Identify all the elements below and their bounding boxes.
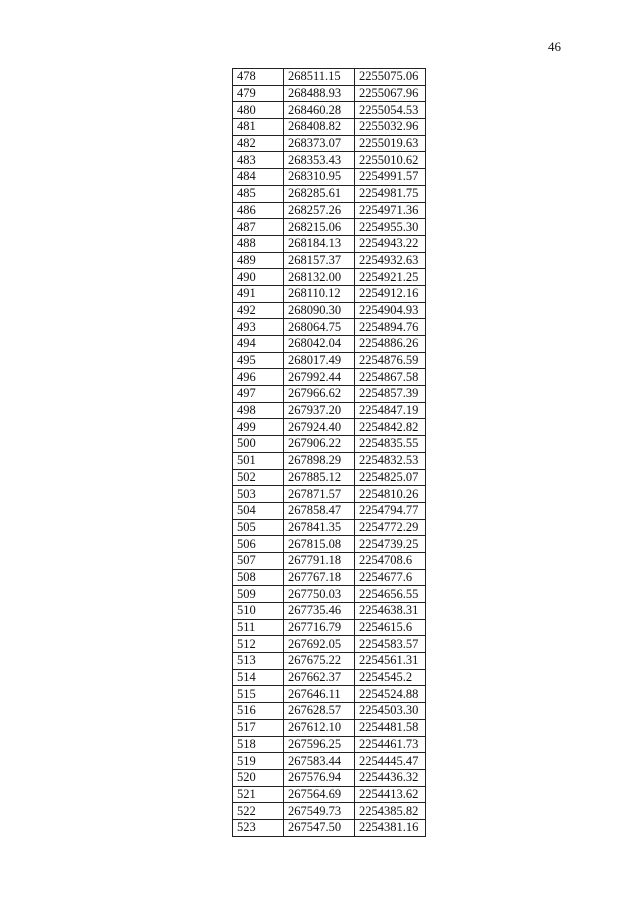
table-row [233, 452, 426, 469]
x-coordinate-cell: 268042.04 [284, 336, 355, 353]
point-number-cell: 521 [233, 786, 284, 803]
point-number-cell: 498 [233, 402, 284, 419]
point-number-cell: 483 [233, 152, 284, 169]
table-row [233, 719, 426, 736]
y-coordinate-cell: 2254867.58 [355, 369, 426, 386]
point-number-cell: 511 [233, 619, 284, 636]
x-coordinate-cell: 267937.20 [284, 402, 355, 419]
table-row [233, 586, 426, 603]
y-coordinate-cell: 2254943.22 [355, 235, 426, 252]
coordinates-table-body [233, 69, 426, 837]
y-coordinate-cell: 2254842.82 [355, 419, 426, 436]
point-number-cell: 486 [233, 202, 284, 219]
table-row [233, 152, 426, 169]
y-coordinate-cell: 2254810.26 [355, 486, 426, 503]
point-number-cell: 485 [233, 185, 284, 202]
table-row [233, 85, 426, 102]
point-number-cell: 480 [233, 102, 284, 119]
page-number: 46 [548, 39, 561, 54]
x-coordinate-cell: 268132.00 [284, 269, 355, 286]
y-coordinate-cell: 2254739.25 [355, 536, 426, 553]
y-coordinate-cell: 2254708.6 [355, 552, 426, 569]
x-coordinate-cell: 267898.29 [284, 452, 355, 469]
x-coordinate-cell: 267791.18 [284, 552, 355, 569]
table-row [233, 352, 426, 369]
y-coordinate-cell: 2254971.36 [355, 202, 426, 219]
point-number-cell: 500 [233, 436, 284, 453]
point-number-cell: 515 [233, 686, 284, 703]
y-coordinate-cell: 2255010.62 [355, 152, 426, 169]
x-coordinate-cell: 268215.06 [284, 219, 355, 236]
x-coordinate-cell: 268460.28 [284, 102, 355, 119]
x-coordinate-cell: 267549.73 [284, 803, 355, 820]
y-coordinate-cell: 2254832.53 [355, 452, 426, 469]
x-coordinate-cell: 267992.44 [284, 369, 355, 386]
y-coordinate-cell: 2254615.6 [355, 619, 426, 636]
x-coordinate-cell: 267885.12 [284, 469, 355, 486]
x-coordinate-cell: 267924.40 [284, 419, 355, 436]
table-row [233, 202, 426, 219]
x-coordinate-cell: 268064.75 [284, 319, 355, 336]
table-row [233, 285, 426, 302]
y-coordinate-cell: 2254981.75 [355, 185, 426, 202]
coordinates-table [232, 68, 426, 837]
table-row [233, 135, 426, 152]
y-coordinate-cell: 2254436.32 [355, 769, 426, 786]
table-row [233, 402, 426, 419]
y-coordinate-cell: 2254524.88 [355, 686, 426, 703]
table-row [233, 703, 426, 720]
table-row [233, 169, 426, 186]
x-coordinate-cell: 267735.46 [284, 603, 355, 620]
point-number-cell: 509 [233, 586, 284, 603]
table-row [233, 235, 426, 252]
table-row [233, 736, 426, 753]
table-row [233, 803, 426, 820]
x-coordinate-cell: 267646.11 [284, 686, 355, 703]
table-row [233, 69, 426, 86]
point-number-cell: 497 [233, 386, 284, 403]
y-coordinate-cell: 2254876.59 [355, 352, 426, 369]
point-number-cell: 481 [233, 119, 284, 136]
y-coordinate-cell: 2254835.55 [355, 436, 426, 453]
point-number-cell: 490 [233, 269, 284, 286]
x-coordinate-cell: 267716.79 [284, 619, 355, 636]
x-coordinate-cell: 268157.37 [284, 252, 355, 269]
table-row [233, 653, 426, 670]
x-coordinate-cell: 267583.44 [284, 753, 355, 770]
x-coordinate-cell: 268310.95 [284, 169, 355, 186]
y-coordinate-cell: 2254991.57 [355, 169, 426, 186]
y-coordinate-cell: 2255075.06 [355, 69, 426, 86]
point-number-cell: 510 [233, 603, 284, 620]
y-coordinate-cell: 2254904.93 [355, 302, 426, 319]
x-coordinate-cell: 267906.22 [284, 436, 355, 453]
point-number-cell: 489 [233, 252, 284, 269]
x-coordinate-cell: 268184.13 [284, 235, 355, 252]
x-coordinate-cell: 268373.07 [284, 135, 355, 152]
point-number-cell: 499 [233, 419, 284, 436]
y-coordinate-cell: 2254413.62 [355, 786, 426, 803]
point-number-cell: 519 [233, 753, 284, 770]
point-number-cell: 512 [233, 636, 284, 653]
point-number-cell: 518 [233, 736, 284, 753]
x-coordinate-cell: 267841.35 [284, 519, 355, 536]
table-row [233, 569, 426, 586]
point-number-cell: 522 [233, 803, 284, 820]
y-coordinate-cell: 2255019.63 [355, 135, 426, 152]
point-number-cell: 504 [233, 502, 284, 519]
point-number-cell: 501 [233, 452, 284, 469]
y-coordinate-cell: 2254638.31 [355, 603, 426, 620]
point-number-cell: 494 [233, 336, 284, 353]
x-coordinate-cell: 267815.08 [284, 536, 355, 553]
table-row [233, 686, 426, 703]
point-number-cell: 514 [233, 669, 284, 686]
point-number-cell: 479 [233, 85, 284, 102]
point-number-cell: 482 [233, 135, 284, 152]
table-row [233, 469, 426, 486]
point-number-cell: 502 [233, 469, 284, 486]
y-coordinate-cell: 2254847.19 [355, 402, 426, 419]
table-row [233, 319, 426, 336]
point-number-cell: 478 [233, 69, 284, 86]
table-row [233, 119, 426, 136]
table-row [233, 669, 426, 686]
x-coordinate-cell: 267675.22 [284, 653, 355, 670]
point-number-cell: 505 [233, 519, 284, 536]
point-number-cell: 523 [233, 819, 284, 836]
y-coordinate-cell: 2254481.58 [355, 719, 426, 736]
y-coordinate-cell: 2254677.6 [355, 569, 426, 586]
x-coordinate-cell: 267547.50 [284, 819, 355, 836]
y-coordinate-cell: 2255054.53 [355, 102, 426, 119]
point-number-cell: 503 [233, 486, 284, 503]
y-coordinate-cell: 2254894.76 [355, 319, 426, 336]
y-coordinate-cell: 2254932.63 [355, 252, 426, 269]
y-coordinate-cell: 2254381.16 [355, 819, 426, 836]
y-coordinate-cell: 2254794.77 [355, 502, 426, 519]
y-coordinate-cell: 2254772.29 [355, 519, 426, 536]
point-number-cell: 493 [233, 319, 284, 336]
table-row [233, 603, 426, 620]
y-coordinate-cell: 2255067.96 [355, 85, 426, 102]
point-number-cell: 488 [233, 235, 284, 252]
x-coordinate-cell: 267564.69 [284, 786, 355, 803]
y-coordinate-cell: 2254583.57 [355, 636, 426, 653]
table-row [233, 302, 426, 319]
x-coordinate-cell: 267576.94 [284, 769, 355, 786]
y-coordinate-cell: 2254912.16 [355, 285, 426, 302]
table-row [233, 436, 426, 453]
table-row [233, 486, 426, 503]
x-coordinate-cell: 268488.93 [284, 85, 355, 102]
table-row [233, 369, 426, 386]
x-coordinate-cell: 267871.57 [284, 486, 355, 503]
y-coordinate-cell: 2254825.07 [355, 469, 426, 486]
x-coordinate-cell: 268511.15 [284, 69, 355, 86]
x-coordinate-cell: 268285.61 [284, 185, 355, 202]
point-number-cell: 507 [233, 552, 284, 569]
table-row [233, 552, 426, 569]
table-row [233, 269, 426, 286]
x-coordinate-cell: 268017.49 [284, 352, 355, 369]
y-coordinate-cell: 2254886.26 [355, 336, 426, 353]
table-row [233, 536, 426, 553]
x-coordinate-cell: 268090.30 [284, 302, 355, 319]
y-coordinate-cell: 2254561.31 [355, 653, 426, 670]
table-row [233, 219, 426, 236]
table-row [233, 502, 426, 519]
table-row [233, 185, 426, 202]
table-row [233, 419, 426, 436]
point-number-cell: 508 [233, 569, 284, 586]
point-number-cell: 517 [233, 719, 284, 736]
point-number-cell: 516 [233, 703, 284, 720]
table-row [233, 619, 426, 636]
table-row [233, 519, 426, 536]
y-coordinate-cell: 2254503.30 [355, 703, 426, 720]
x-coordinate-cell: 267628.57 [284, 703, 355, 720]
y-coordinate-cell: 2254385.82 [355, 803, 426, 820]
x-coordinate-cell: 267767.18 [284, 569, 355, 586]
point-number-cell: 520 [233, 769, 284, 786]
point-number-cell: 487 [233, 219, 284, 236]
x-coordinate-cell: 267966.62 [284, 386, 355, 403]
point-number-cell: 492 [233, 302, 284, 319]
y-coordinate-cell: 2254656.55 [355, 586, 426, 603]
point-number-cell: 491 [233, 285, 284, 302]
point-number-cell: 496 [233, 369, 284, 386]
y-coordinate-cell: 2254921.25 [355, 269, 426, 286]
table-row [233, 786, 426, 803]
x-coordinate-cell: 268257.26 [284, 202, 355, 219]
x-coordinate-cell: 267858.47 [284, 502, 355, 519]
x-coordinate-cell: 267750.03 [284, 586, 355, 603]
point-number-cell: 495 [233, 352, 284, 369]
table-row [233, 819, 426, 836]
y-coordinate-cell: 2254545.2 [355, 669, 426, 686]
table-row [233, 102, 426, 119]
x-coordinate-cell: 268110.12 [284, 285, 355, 302]
x-coordinate-cell: 267596.25 [284, 736, 355, 753]
y-coordinate-cell: 2254955.30 [355, 219, 426, 236]
table-row [233, 769, 426, 786]
x-coordinate-cell: 268408.82 [284, 119, 355, 136]
point-number-cell: 506 [233, 536, 284, 553]
x-coordinate-cell: 267612.10 [284, 719, 355, 736]
table-row [233, 386, 426, 403]
table-row [233, 636, 426, 653]
x-coordinate-cell: 267692.05 [284, 636, 355, 653]
point-number-cell: 513 [233, 653, 284, 670]
y-coordinate-cell: 2254461.73 [355, 736, 426, 753]
point-number-cell: 484 [233, 169, 284, 186]
y-coordinate-cell: 2254445.47 [355, 753, 426, 770]
x-coordinate-cell: 267662.37 [284, 669, 355, 686]
x-coordinate-cell: 268353.43 [284, 152, 355, 169]
table-row [233, 753, 426, 770]
y-coordinate-cell: 2254857.39 [355, 386, 426, 403]
table-row [233, 252, 426, 269]
table-row [233, 336, 426, 353]
y-coordinate-cell: 2255032.96 [355, 119, 426, 136]
